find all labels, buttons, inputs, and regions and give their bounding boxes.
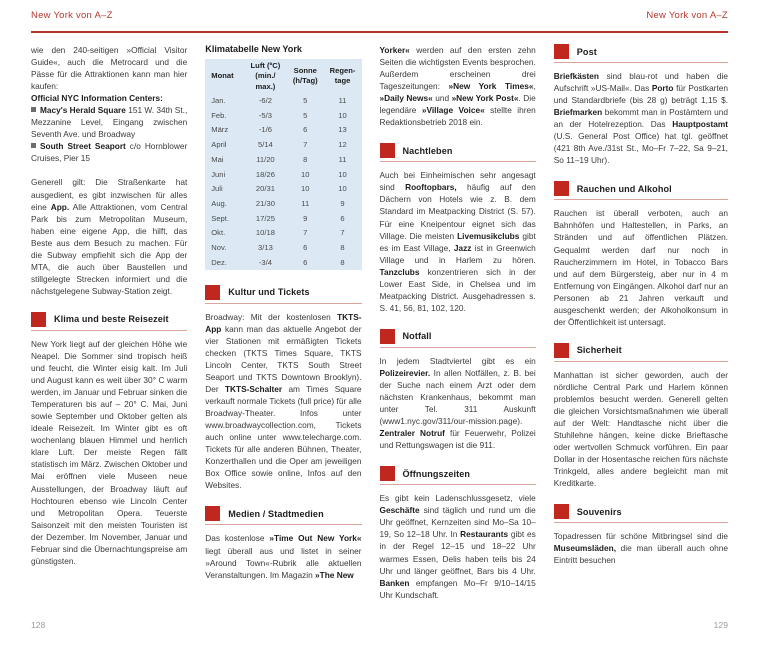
cell-monat: Sept. [211, 213, 229, 223]
running-head-left: New York von A–Z [31, 10, 113, 21]
red-square-icon [380, 329, 395, 344]
nl-b3: Jazz [453, 242, 472, 253]
section-title: Nachtleben [402, 145, 453, 156]
cell-regentage: 10 [338, 169, 347, 179]
medien-b1: »Time Out New York« [269, 533, 362, 544]
souvenirs-paragraph [554, 530, 728, 566]
kultur-t1: Broadway: Mit der kostenlosen [205, 311, 338, 322]
section-title: Kultur und Tickets [228, 287, 310, 298]
table-row [205, 255, 361, 270]
notfall-paragraph [380, 355, 536, 451]
cell-luft: 21/30 [255, 198, 275, 208]
po-t2: für Postkarten und Standardbriefe (bis 28 g) beträgt 1,15 $. [553, 83, 728, 106]
cell-luft: 11/20 [256, 154, 275, 164]
table-header-row [205, 59, 361, 94]
section-heading-souvenirs [554, 504, 728, 523]
cell-luft: 18/26 [255, 169, 275, 179]
cell-sonne: 6 [303, 125, 308, 135]
cell-monat: Dez. [211, 257, 227, 267]
section-heading-kultur [205, 285, 361, 304]
section-title: Rauchen und Alkohol [576, 183, 672, 194]
bullet-detail: c/o Hornblower Cruises, Pier 15 [31, 141, 188, 164]
section-heading-klima [31, 312, 187, 331]
nl-t5: konzentrieren sich in der Lower East Side, in Chelsea und im Meatpacking District. Ausgehadressen s. S. 41, 56, 81, 102, 120. [379, 266, 536, 313]
cell-monat: Juni [211, 169, 226, 179]
nl-b2: Livemusikclubs [457, 230, 520, 241]
table-row [205, 152, 361, 167]
red-square-icon [31, 312, 46, 327]
cell-sonne: 11 [301, 198, 310, 208]
table-row [205, 211, 361, 226]
cell-monat: Mai [211, 154, 224, 164]
info-centers-label: Official NYC Information Centers: [31, 93, 163, 104]
cell-sonne: 10 [301, 169, 310, 179]
intro-paragraph [31, 44, 187, 104]
nl-b4: Tanzclubs [379, 266, 420, 277]
nachtleben-paragraph [380, 169, 536, 314]
app-bold-1: App. [50, 201, 70, 212]
cell-regentage: 10 [338, 184, 347, 194]
kultur-b1: TKTS-App [205, 311, 362, 334]
mc-t4: . Die legendäre [379, 93, 536, 116]
cell-monat: Okt. [211, 228, 226, 238]
mc-b4: »New York Post« [451, 93, 519, 104]
col-header-luft [244, 59, 287, 94]
table-row [205, 108, 361, 123]
red-square-icon [554, 504, 569, 519]
page-number-left: 128 [31, 620, 46, 630]
section-heading-rauchen [554, 181, 728, 200]
section-heading-oeffnungszeiten [380, 466, 536, 485]
table-row [205, 167, 361, 182]
sicherheit-paragraph: Manhattan ist sicher geworden, auch der nördliche Central Park und Harlem können problemlos besucht werden. Generell gelten die gleichen Vorsichtsmaßnahmen wie überall auf der Welt: Handtasche nicht über die Stuhllehne hängen, keine dicke Brieftasche oder wertvollen Schmuck vorführen. Ein paar Dollar in der Hosentasche reichen fürs nächste Trinkgeld, alles andere begleicht man mit Kreditkarte. [553, 369, 728, 489]
bullet-name: South Street Seaport [40, 141, 126, 152]
oz-b1: Geschäfte [379, 505, 420, 516]
cell-monat: Nov. [211, 242, 227, 252]
oz-t2: sind täglich und rund um die Uhr geöffnet, Kernzeiten sind Mo–Sa 10–19, So 12–18 Uhr. In [379, 505, 536, 540]
po-t3: bekommt man in Postämtern und an der Hotelrezeption. Das [553, 107, 728, 130]
page-number-right: 129 [713, 620, 728, 630]
po-b3: Briefmarken [553, 107, 603, 118]
cell-sonne: 7 [303, 140, 308, 150]
medien-t1: Das kostenlose [205, 533, 270, 544]
oz-t1: Es gibt kein Ladenschlussgesetz, viele [379, 493, 536, 504]
cell-monat: April [211, 140, 227, 150]
table-row [205, 123, 361, 138]
luft-line1: Luft (ºC) [250, 60, 281, 70]
red-square-icon [380, 466, 395, 481]
column-3 [380, 44, 554, 602]
medien-paragraph [205, 532, 361, 580]
nl-t3: gibt es im East Village, [379, 230, 536, 253]
cell-regentage: 6 [340, 213, 345, 223]
oz-b3: Banken [379, 577, 410, 588]
bullet-detail: 151 W. 34th St., Mezzanine Level, Eingang zwischen Seventh Ave. und Broadway [31, 105, 188, 140]
mc-t5: stellte ihren Redaktionsbetrieb 2018 ein. [379, 105, 536, 128]
cell-luft: 10/18 [255, 228, 275, 238]
po-b2: Porto [651, 83, 674, 94]
cell-sonne: 9 [303, 213, 308, 223]
table-row [205, 182, 361, 197]
section-title: Klima und beste Reisezeit [54, 314, 169, 325]
cell-regentage: 10 [338, 110, 347, 120]
square-bullet-icon [31, 107, 36, 112]
section-title: Post [576, 46, 597, 57]
nf-t3: für Feuerwehr, Polizei und Rettungswagen ist die 911. [379, 428, 536, 451]
col-header-regentage [324, 59, 362, 94]
sonne-line2: (h/Tag) [292, 76, 318, 86]
cell-sonne: 7 [303, 228, 308, 238]
table-row [205, 94, 361, 109]
cell-monat: Aug. [211, 198, 227, 208]
rauchen-paragraph: Rauchen ist überall verboten, auch an Bahnhöfen und Haltestellen, in Parks, an Stränden und auf öffentlichen Plätzen. Gequalmt werden darf nur noch in Raucherzimmern im Hotel, in Tobacco Bars und auf dem Bürgersteig, aber nur in 4 m Entfernung von Eingängen. Alkohol darf nur an Personen ab 21 Jahren verkauft und ausgeschenkt werden; der Alkoholkonsum in der Öffentlichkeit ist untersagt. [553, 208, 728, 327]
cell-regentage: 8 [340, 257, 345, 267]
kultur-t2: kann man das aktuelle Angebot der vier Stationen mit ermäßigten Tickets checken (TKTS Times Square, TKTS Lincoln Center, TKTS South Street Seaport und TKTS Downtown Brooklyn). Der [205, 323, 362, 395]
running-head-row [0, 10, 759, 28]
cell-luft: -3/4 [258, 257, 272, 267]
red-square-icon [554, 181, 569, 196]
column-grid [31, 44, 728, 602]
luft-line3: max.) [255, 81, 276, 91]
app-text-2: Alle Attraktionen, vom Central Park bis zum Metropolitan Museum, haben eine eigene App, die hilft, das Beste aus dem Besuch zu machen. Für die Subway empfiehlt sich die App der MTA, die auch über Baustellen und stillgelegte Strecken informiert und die nächstgelegene Subway-Station zeigt. [31, 201, 188, 296]
oz-b2: Restaurants [460, 529, 509, 540]
medien-t2: liegt überall aus und listet in seiner »Around Town«-Rubrik alle aktuellen Veranstaltungen. Im Magazin [205, 545, 362, 580]
section-title: Medien / Stadtmedien [228, 508, 324, 519]
cell-regentage: 11 [338, 96, 347, 106]
cell-sonne: 6 [303, 242, 308, 252]
cell-luft: 3/13 [258, 242, 273, 252]
red-square-icon [205, 506, 220, 521]
cell-luft: 17/25 [255, 213, 275, 223]
nf-b1: Polizeirevier. [379, 367, 431, 378]
cell-monat: Juli [211, 184, 223, 194]
climate-table-body [205, 94, 361, 270]
column-2 [205, 44, 379, 602]
cell-regentage: 7 [340, 228, 345, 238]
mc-b1: Yorker« [379, 45, 410, 55]
oeffnungszeiten-paragraph [380, 492, 536, 600]
cell-regentage: 8 [340, 242, 345, 252]
nl-t1: Auch bei Einheimischen sehr angesagt sind [379, 170, 536, 193]
running-head-right: New York von A–Z [646, 10, 728, 21]
list-item [31, 140, 187, 164]
cell-luft: 20/31 [255, 184, 275, 194]
cell-sonne: 6 [303, 257, 308, 267]
col-header-monat: Monat [211, 71, 234, 80]
klima-paragraph: New York liegt auf der gleichen Höhe wie Neapel. Die Sommer sind tropisch heiß und feucht, die Winter eisig kalt. Im Juli und August kann es weit über 30° C warm werden, im Januar und Februar sinken die Temperaturen bis auf – 20° C. Mai, Juni sowie September und Oktober gelten als ideale Reisezeit. Im Winter gibt es oft wochenlang blauen Himmel und herrlich klare Luft. Der meiste Regen fällt statistisch im März. Zwischen Oktober und Mai eröffnen viele Museen neue Ausstellungen, der Broadway läuft auf Hochtouren ebenso wie Lincoln Center und Metropolitan Opera. Teuerste Saisonzeit mit den meisten Touristen ist der Dezember. Im November, Januar und Februar sind die Übernachtungspreise am günstigsten. [31, 338, 188, 566]
cell-monat: Feb. [211, 110, 227, 120]
luft-line2: (min./ [255, 71, 276, 80]
cell-regentage: 12 [338, 140, 347, 150]
bullet-name: Macy's Herald Square [40, 105, 126, 116]
cell-monat: Jan. [211, 96, 226, 106]
section-heading-medien [205, 506, 361, 525]
cell-regentage: 9 [340, 198, 345, 208]
mc-b2: »New York Times« [448, 81, 534, 92]
section-title: Souvenirs [576, 506, 622, 517]
section-heading-notfall [380, 329, 536, 348]
red-square-icon [380, 143, 395, 158]
cell-luft: -5/3 [258, 110, 272, 120]
section-heading-sicherheit [554, 343, 728, 362]
regen-line2: tage [334, 76, 351, 86]
sv-b1: Museumsläden, [553, 543, 616, 554]
nf-t2: In allen Notfällen, z. B. bei der Suche nach einem Arzt oder dem nächsten Krankenhaus, bekommt man unter Tel. 311 Auskunft (www1.nyc.gov/311/our-mission.page). [379, 367, 536, 427]
col-header-sonne [287, 59, 324, 94]
header-rule [31, 31, 728, 33]
section-title: Öffnungszeiten [402, 468, 471, 479]
table-row [205, 240, 361, 255]
intro-text: wie den 240-seitigen »Official Visitor Guide«, auch die Metrocard und die Pässe für die Attraktionen kann man hier kaufen: [31, 45, 188, 92]
nl-t4: ist in Greenwich Village und in Harlem zu hören. [379, 242, 536, 265]
medien-continuation-paragraph [380, 44, 536, 128]
cell-sonne: 5 [303, 110, 308, 120]
column-4 [554, 44, 728, 602]
red-square-icon [554, 343, 569, 358]
list-item [31, 104, 187, 140]
nf-t1: In jedem Stadtviertel gibt es ein [379, 355, 536, 366]
cell-regentage: 11 [338, 154, 347, 164]
oz-t4: empfangen Mo–Fr 9/10–14/15 Uhr Kundschaft. [379, 577, 536, 600]
climate-table [205, 59, 361, 270]
post-paragraph [554, 70, 728, 166]
table-row [205, 226, 361, 241]
mc-b5: »Village Voice« [421, 105, 485, 116]
sv-t2: die man überall auch ohne Eintritt besuchen [553, 543, 728, 566]
sv-t1: Topadressen für schöne Mitbringsel sind die [553, 531, 728, 542]
cell-luft: -6/2 [258, 96, 272, 106]
column-1 [31, 44, 205, 602]
cell-monat: März [211, 125, 229, 135]
po-t4: (U.S. General Post Office) hat tgl. geöffnet (421 8th Ave./31st St., Mo–Fr 7–22, Sa 9–21, So 11–19 Uhr). [553, 131, 728, 166]
mc-b3: »Daily News« [379, 93, 433, 104]
red-square-icon [205, 285, 220, 300]
kultur-b2: TKTS-Schalter [224, 384, 283, 395]
cell-sonne: 5 [303, 96, 308, 106]
sonne-line1: Sonne [293, 65, 317, 75]
table-row [205, 138, 361, 153]
kultur-paragraph [205, 311, 361, 492]
app-paragraph [31, 176, 187, 296]
nl-b1: Rooftopbars, [405, 182, 457, 193]
oz-t3: gibt es in der Regel 12–15 und 18–22 Uhr warmes Essen, Delis haben teils bis 24 Uhr und länger geöffnet, Bars bis 4 Uhr. [379, 529, 536, 576]
cell-regentage: 13 [338, 125, 347, 135]
red-square-icon [554, 44, 569, 59]
cell-sonne: 10 [301, 184, 310, 194]
section-title: Sicherheit [576, 345, 622, 356]
app-text-1: Generell gilt: Die Straßenkarte hat ausgedient, es gibt inzwischen für alles eine [31, 177, 188, 212]
table-row [205, 196, 361, 211]
cell-luft: -1/6 [258, 125, 272, 135]
climate-table-title: Klimatabelle New York [205, 44, 302, 54]
mc-t3: und [432, 93, 452, 104]
mc-t2: , [533, 81, 536, 92]
section-title: Notfall [402, 331, 432, 342]
square-bullet-icon [31, 143, 36, 148]
po-b4: Hauptpostamt [672, 119, 728, 130]
po-t1: sind blau-rot und haben die Aufschrift »US-Mail«. Das [553, 71, 728, 94]
kultur-t3: am Times Square verkauft normale Tickets (full price) für alle Broadway-Theater. Infos unter www.broadwaycollection.com, Tickets auch online unter www.telecharge.com. Tickets für alle anderen Bühnen, Theater, Konzerthallen und die Oper am jeweiligen Box Office sowie online, Infos auf den Websites. [205, 384, 362, 491]
section-heading-post [554, 44, 728, 63]
nf-b2: Zentraler Notruf [379, 428, 445, 439]
nl-t2: häufig auf den Dächern von Hotels wie z. B. dem Standard im Meatpacking District (S. 57). Für eine Kneipentour eignet sich das Village. Die meisten [379, 182, 536, 241]
regen-line1: Regen- [329, 65, 356, 75]
mc-t1: werden auf den ersten zehn Seiten die wichtigsten Events besprochen. Außerdem erscheinen drei Tageszeitungen: [379, 45, 536, 92]
section-heading-nachtleben [380, 143, 536, 162]
medien-b2: »The New [315, 569, 354, 580]
cell-sonne: 8 [303, 154, 308, 164]
cell-luft: 5/14 [258, 140, 273, 150]
po-b1: Briefkästen [553, 71, 599, 81]
